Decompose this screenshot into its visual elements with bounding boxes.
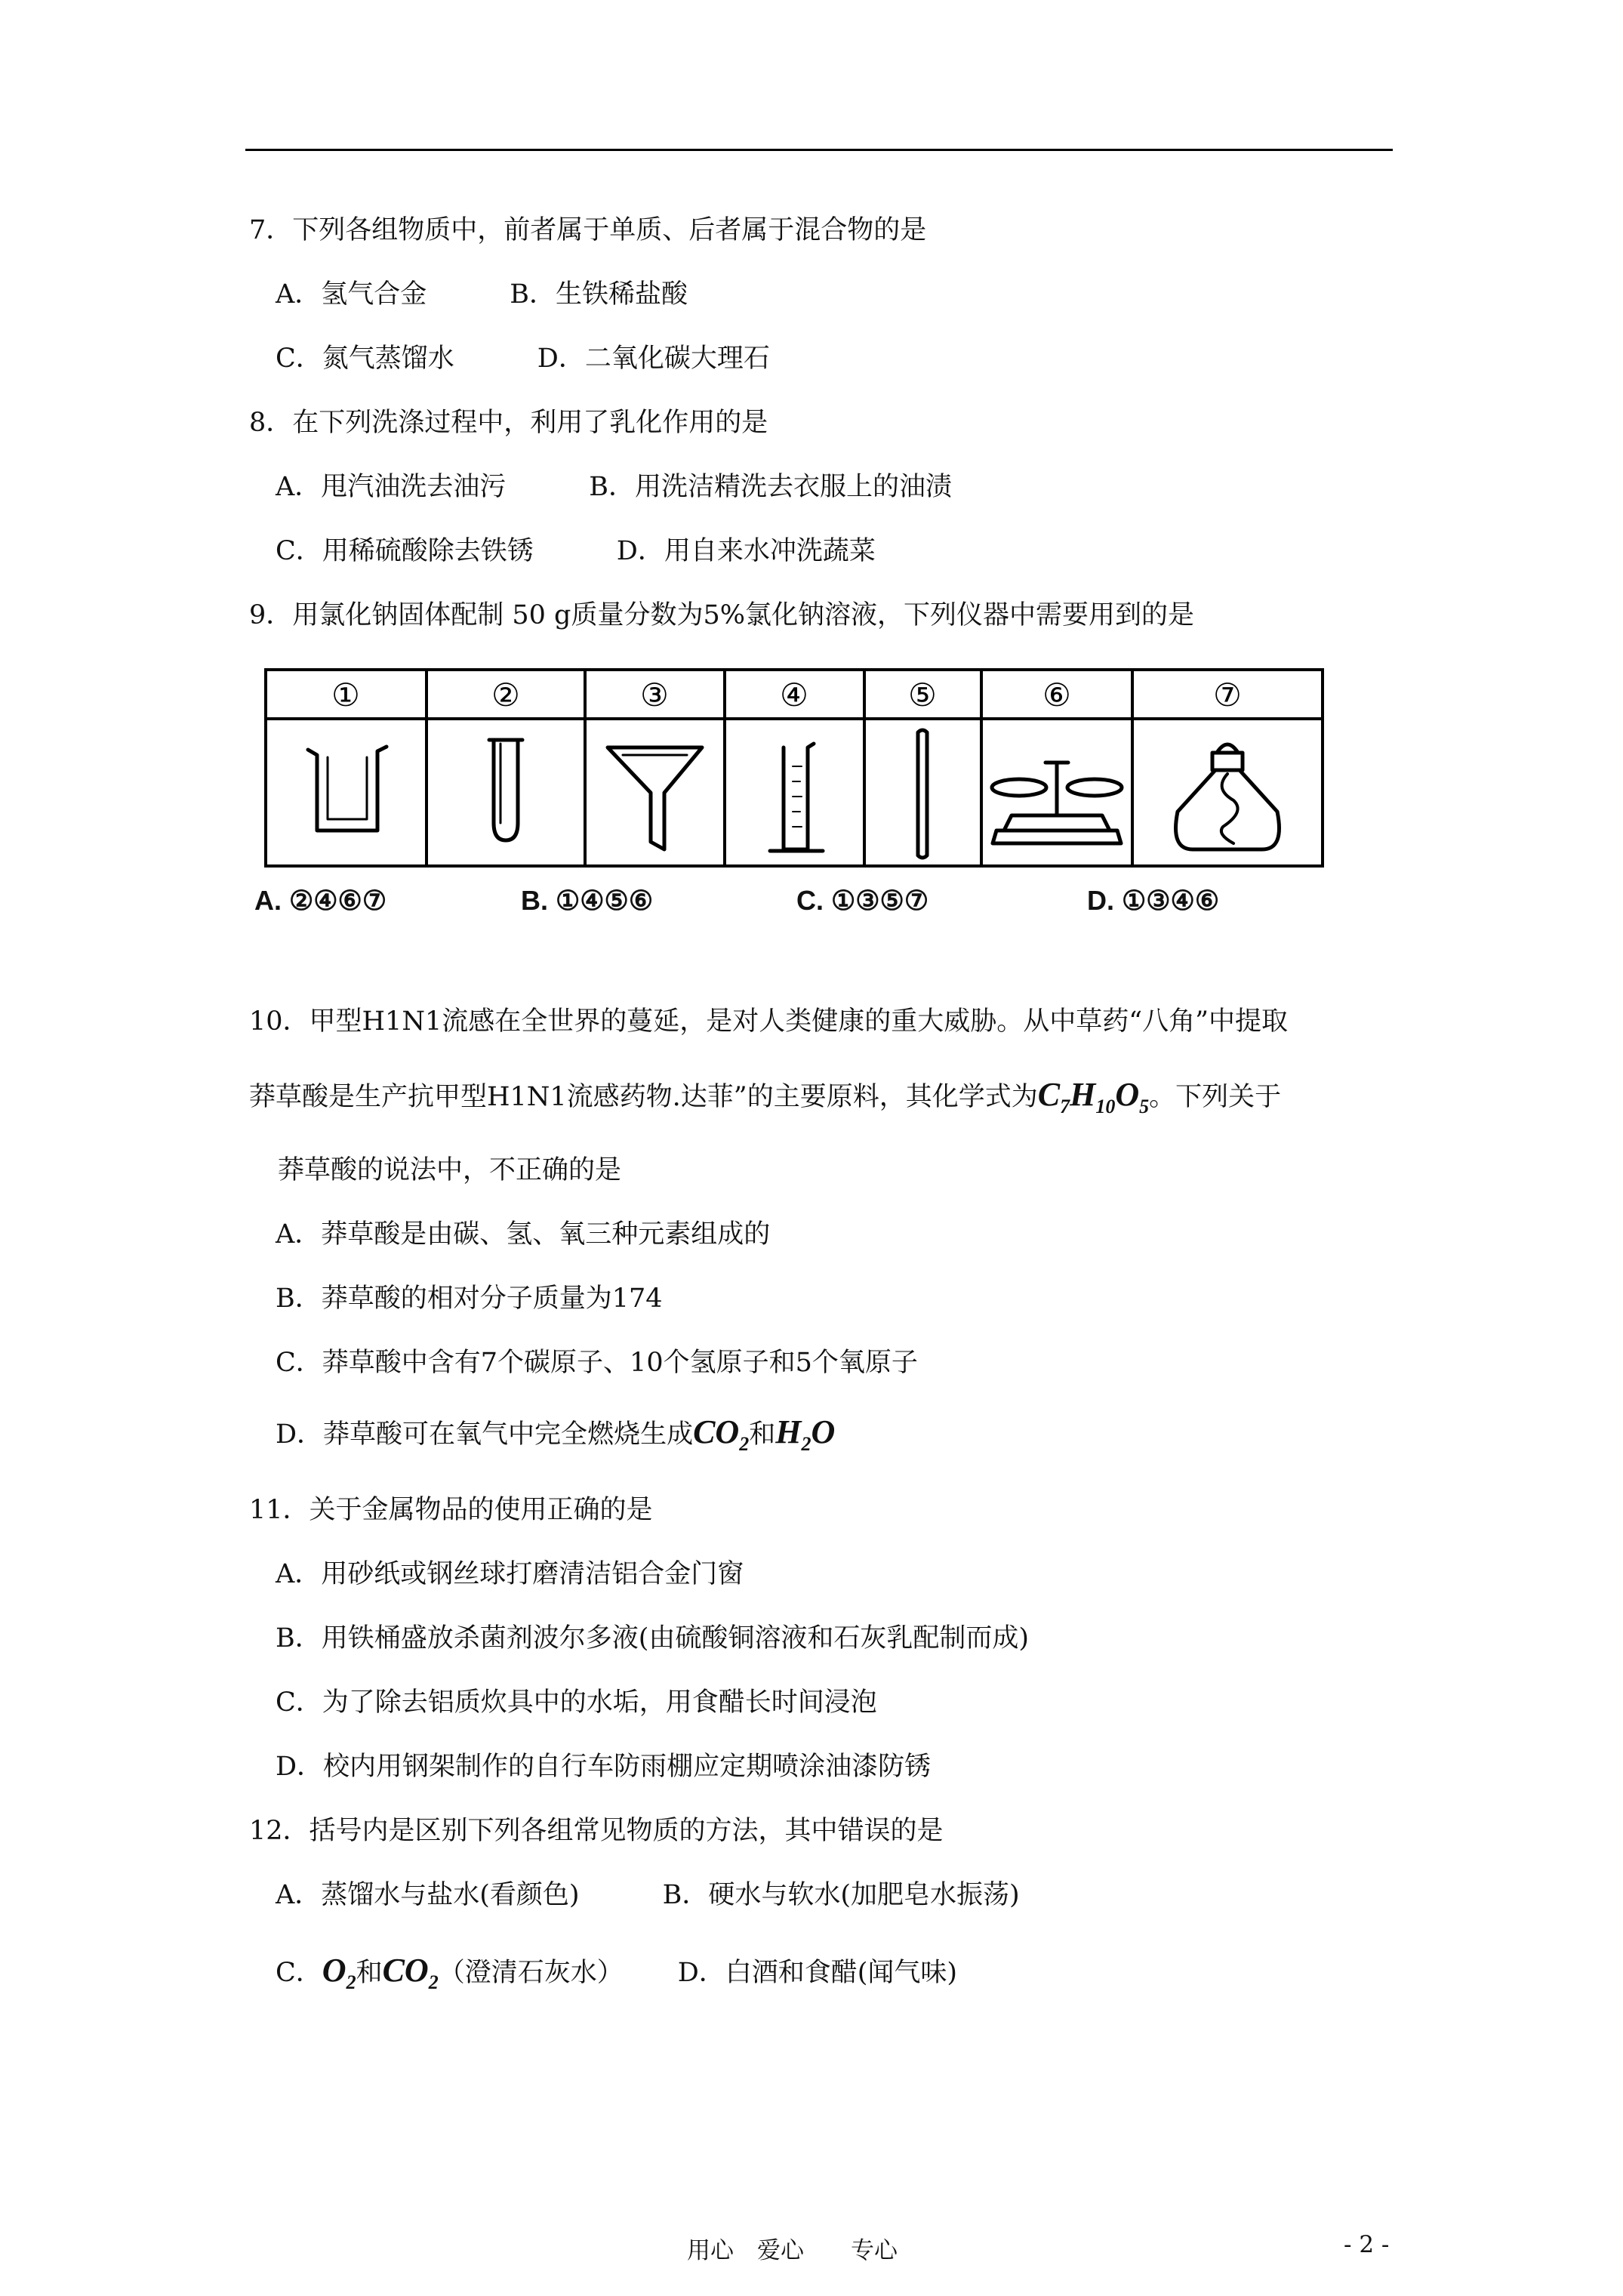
option-10b: B．莽草酸的相对分子质量为174 bbox=[276, 1284, 663, 1314]
option-10c: C．莽草酸中含有7个碳原子、10个氢原子和5个氧原子 bbox=[276, 1348, 918, 1378]
page-number: - 2 - bbox=[1344, 2231, 1390, 2258]
option-8c: C．用稀硫酸除去铁锈 bbox=[276, 536, 534, 566]
graduated-cylinder-icon bbox=[770, 744, 823, 851]
instrument-number-6: ⑥ bbox=[1042, 676, 1071, 713]
option-7c: C．氮气蒸馏水 bbox=[276, 344, 454, 374]
question-12-stem: 12．括号内是区别下列各组常见物质的方法，其中错误的是 bbox=[249, 1816, 944, 1846]
question-7-options-row-2 bbox=[276, 340, 770, 378]
option-8b: B．用洗洁精洗去衣服上的油渍 bbox=[589, 472, 953, 502]
question-9-option-a: A. ②④⑥⑦ bbox=[254, 885, 387, 916]
question-7-options-row-1 bbox=[276, 276, 688, 313]
question-10-stem-line-1: 10．甲型H1N1流感在全世界的蔓延，是对人类健康的重大威胁。从中草药“八角”中提取 bbox=[249, 1006, 1289, 1037]
formula-co2-q12: $CO_2$ bbox=[382, 1952, 439, 1993]
question-9-stem: 9．用氯化钠固体配制 50 g质量分数为5%氯化钠溶液，下列仪器中需要用到的是 bbox=[249, 600, 1194, 630]
glass-rod-icon bbox=[918, 730, 927, 858]
formula-shikimic-acid: $C_7H_{10}O_5$ bbox=[1037, 1076, 1150, 1117]
question-10-stem-line-2: 莽草酸是生产抗甲型H1N1流感药物.达菲”的主要原料，其化学式为$C_7H_{10}O_5$。下列关于 bbox=[249, 1076, 1282, 1117]
footer-motto: 用心 爱心 专心 bbox=[687, 2237, 898, 2264]
question-10-stem-line-3: 莽草酸的说法中，不正确的是 bbox=[278, 1155, 622, 1185]
balance-scale-icon bbox=[992, 763, 1122, 843]
option-11c: C．为了除去铝质炊具中的水垢，用食醋长时间浸泡 bbox=[276, 1687, 877, 1718]
instrument-number-2: ② bbox=[491, 676, 520, 713]
alcohol-lamp-icon bbox=[1176, 744, 1280, 849]
instrument-number-7: ⑦ bbox=[1213, 676, 1242, 713]
question-12-options-row-2 bbox=[276, 1952, 957, 2002]
question-11-stem: 11．关于金属物品的使用正确的是 bbox=[249, 1495, 653, 1525]
formula-co2: $CO_2$ bbox=[693, 1413, 750, 1455]
question-12-options-row-1 bbox=[276, 1876, 1020, 1914]
option-8d: D．用自来水冲洗蔬菜 bbox=[616, 536, 876, 566]
option-12d: D．白酒和食醋(闻气味) bbox=[677, 1958, 958, 1988]
option-7b: B．生铁稀盐酸 bbox=[510, 279, 688, 310]
option-12a: A．蒸馏水与盐水(看颜色) bbox=[276, 1880, 580, 1910]
question-8-options-row-1 bbox=[276, 468, 952, 506]
option-7a: A．氢气合金 bbox=[276, 279, 427, 310]
instrument-table bbox=[264, 668, 1329, 868]
option-12b: B．硬水与软水(加肥皂水振荡) bbox=[662, 1880, 1020, 1910]
question-8-stem: 8．在下列洗涤过程中，利用了乳化作用的是 bbox=[249, 408, 768, 438]
question-9-option-b: B. ①④⑤⑥ bbox=[521, 885, 654, 916]
option-7d: D．二氧化碳大理石 bbox=[537, 344, 770, 374]
formula-h2o: $H_2O$ bbox=[775, 1413, 836, 1455]
instrument-number-5: ⑤ bbox=[908, 676, 937, 713]
test-tube-icon bbox=[489, 740, 522, 840]
option-12c: C．$O_2$和$CO_2$（澄清石灰水） bbox=[276, 1952, 624, 1993]
option-8a: A．甩汽油洗去油污 bbox=[276, 472, 507, 502]
question-9-option-d: D. ①③④⑥ bbox=[1087, 885, 1220, 916]
instrument-number-3: ③ bbox=[640, 676, 669, 713]
funnel-icon bbox=[608, 747, 702, 849]
question-8-options-row-2 bbox=[276, 532, 876, 570]
beaker-icon bbox=[308, 747, 387, 831]
header-rule bbox=[245, 149, 1393, 151]
option-11a: A．用砂纸或钢丝球打磨清洁铝合金门窗 bbox=[276, 1559, 744, 1589]
instrument-number-1: ① bbox=[331, 676, 360, 713]
option-10a: A．莽草酸是由碳、氢、氧三种元素组成的 bbox=[276, 1219, 771, 1250]
question-9-option-c: C. ①③⑤⑦ bbox=[796, 885, 929, 916]
question-7-stem: 7．下列各组物质中，前者属于单质、后者属于混合物的是 bbox=[249, 215, 927, 245]
option-10d: D．莽草酸可在氧气中完全燃烧生成$CO_2$和$H_2O$ bbox=[276, 1413, 836, 1455]
option-11b: B．用铁桶盛放杀菌剂波尔多液(由硫酸铜溶液和石灰乳配制而成) bbox=[276, 1623, 1030, 1653]
instrument-number-4: ④ bbox=[780, 676, 808, 713]
formula-o2: $O_2$ bbox=[322, 1952, 356, 1993]
option-11d: D．校内用钢架制作的自行车防雨棚应定期喷涂油漆防锈 bbox=[276, 1752, 932, 1782]
